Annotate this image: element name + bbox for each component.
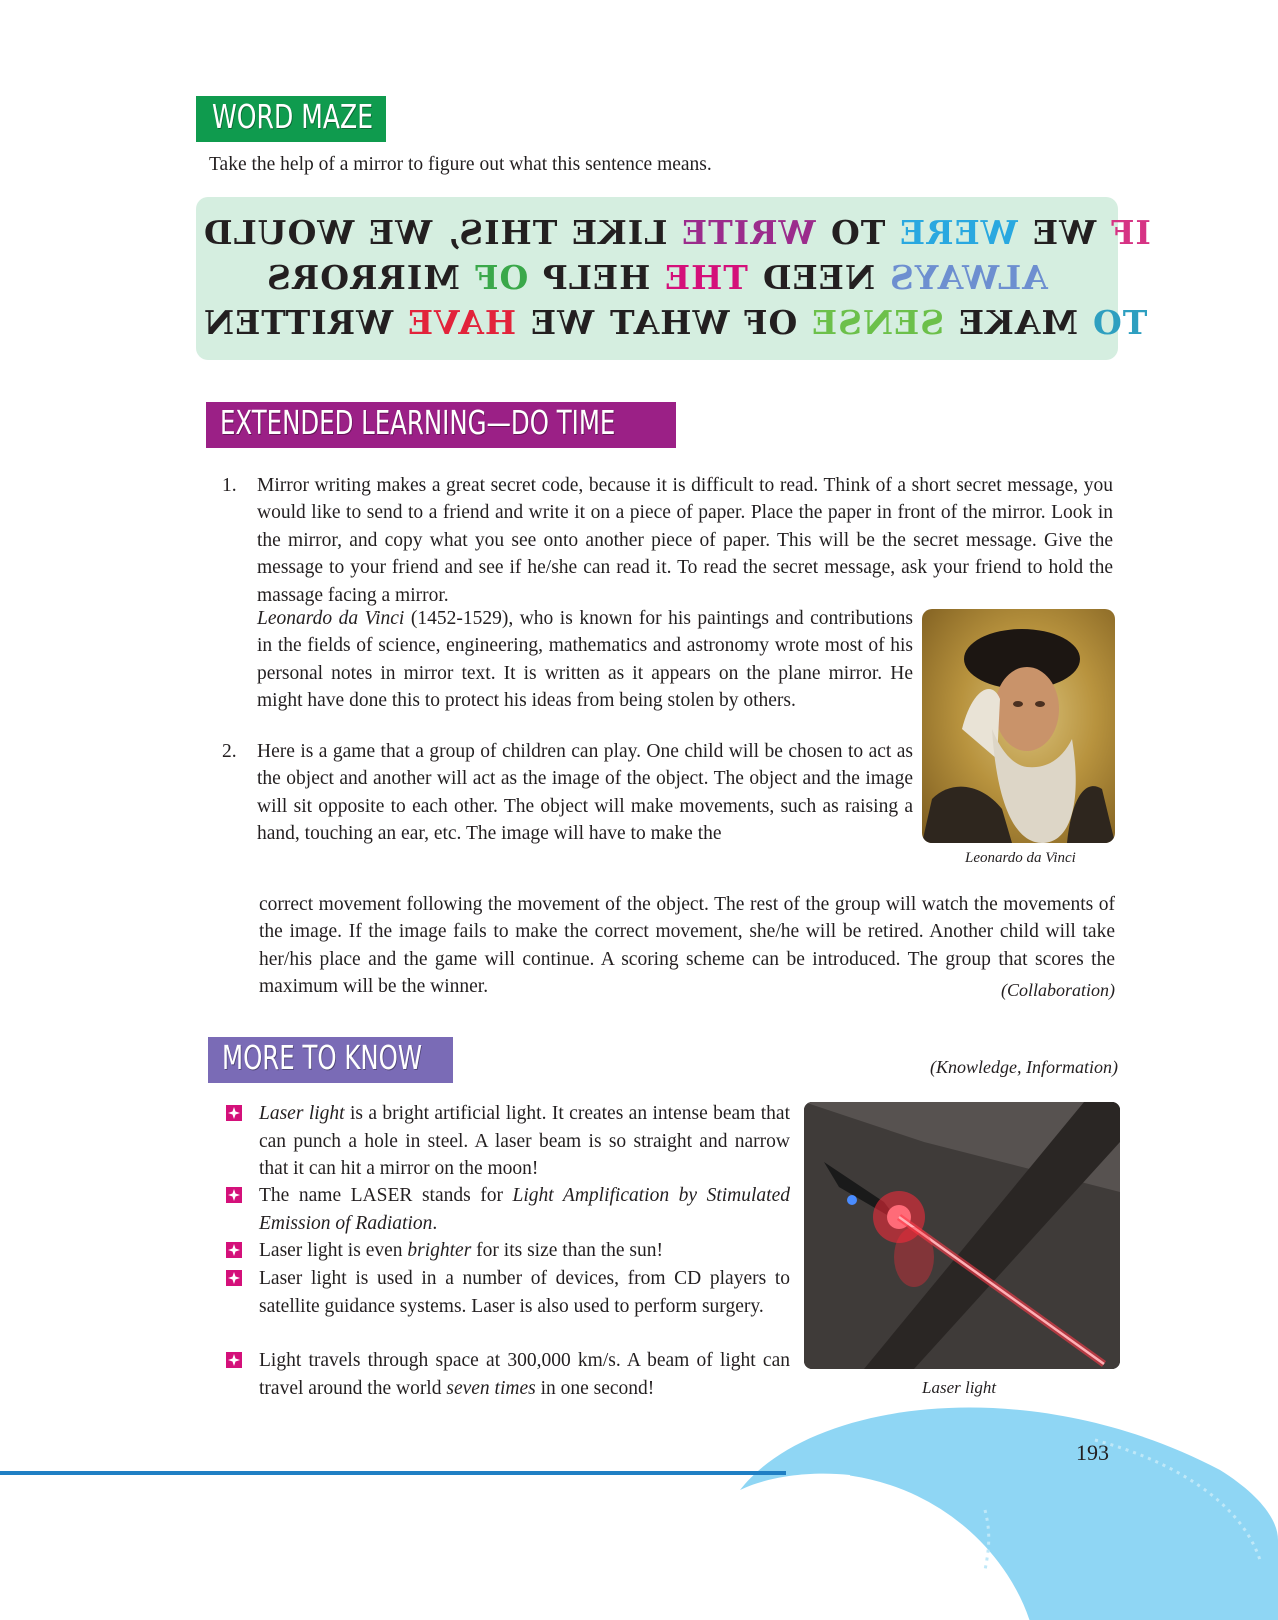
page-number: 193 xyxy=(1076,1440,1109,1465)
collaboration-tag: (Collaboration) xyxy=(1001,980,1116,1000)
maze-word-text: TO xyxy=(1092,303,1148,342)
bullet-icon xyxy=(226,1187,242,1203)
bullet-text-3 xyxy=(259,1237,790,1265)
leonardo-name: Leonardo da Vinci xyxy=(257,608,405,629)
decorative-wave xyxy=(700,1380,1278,1620)
maze-word xyxy=(1092,303,1147,342)
extended-title: EXTENDED LEARNING—DO TIME xyxy=(220,403,616,442)
bullet-text-4: Laser light is used in a number of devices, from CD players to satellite guidance systems. Laser is also used to perform surgery. xyxy=(259,1268,790,1317)
maze-line-1 xyxy=(196,213,1152,252)
maze-word-text: HELP xyxy=(541,258,651,297)
maze-word xyxy=(889,258,1048,297)
bullet-text-1 xyxy=(259,1100,790,1183)
maze-word xyxy=(743,303,797,342)
more-title: MORE TO KNOW xyxy=(222,1038,423,1077)
bullet-3-post: for its size than the sun! xyxy=(471,1240,664,1261)
word-maze-title: WORD MAZE xyxy=(212,97,374,136)
maze-word xyxy=(407,303,516,342)
maze-word-text: WOULD xyxy=(203,213,355,252)
maze-word xyxy=(571,213,667,252)
maze-word-text: THE xyxy=(664,258,749,297)
maze-word xyxy=(609,303,730,342)
maze-word-text: MAKE xyxy=(958,303,1079,342)
maze-word xyxy=(447,213,557,252)
leonardo-text: (1452-1529), who is known for his paintings and contributions in the fields of science, engineering, mathematics and astronomy wrote most of his personal notes in mirror text. It is written as it appears on the plane mirror. He might have done this to protect his ideas from being stolen by others. xyxy=(257,608,913,712)
bullet-5-post: in one second! xyxy=(535,1377,655,1399)
leonardo-paragraph xyxy=(257,605,913,715)
item-2-continuation: correct movement following the movement of the object. The rest of the group will watch the movements of the image. If the image fails to make the correct movement, she/he will be retired. Another child will take her/his place and the game will continue. A scoring scheme can be introduced. The group that scores the maximum will be the winner. xyxy=(259,894,1115,998)
item-2-text: Here is a game that a group of children can play. One child will be chosen to act as the object and another will act as the image of the object. The object and the image will sit opposite to each other. The object will make movements, such as raising a hand, touching an ear, etc. The image will have to make the xyxy=(257,741,913,845)
maze-word xyxy=(958,303,1078,342)
leonardo-portrait xyxy=(922,609,1115,843)
bullet-5-pre: Light travels through space at 300,000 km/s. A beam of light can travel around the world xyxy=(259,1350,790,1399)
bullet-1-rest: is a bright artificial light. It creates an intense beam that can punch a hole in steel. A laser beam is so straight and narrow that it can hit a mirror on the moon! xyxy=(259,1103,790,1180)
bullet-text-5 xyxy=(259,1347,790,1402)
footer-rule xyxy=(0,1471,786,1475)
maze-word-text: ALWAYS xyxy=(889,258,1049,297)
maze-word-text: WRITTEN xyxy=(203,303,394,342)
bullet-icon xyxy=(226,1270,242,1286)
maze-word-text: WE xyxy=(368,213,433,252)
maze-word-text: WHAT xyxy=(608,303,730,342)
maze-word xyxy=(1110,213,1151,252)
maze-line-2 xyxy=(196,258,1118,297)
maze-word xyxy=(899,213,1018,252)
maze-word xyxy=(830,213,885,252)
maze-word xyxy=(266,258,460,297)
bullet-text-2 xyxy=(259,1182,790,1237)
maze-word-text: WE xyxy=(1032,213,1097,252)
laser-photo xyxy=(804,1102,1120,1369)
maze-word xyxy=(681,213,816,252)
maze-word-text: OF xyxy=(743,303,798,342)
item-1-text: Mirror writing makes a great secret code, because it is difficult to read. Think of a short secret message, you would like to send to a friend and write it on a piece of paper. Place the paper in front of the mirror. Look in the mirror, and copy what you see onto another piece of paper. This will be the secret message. Give the message to your friend and see if he/she can read it. To read the secret message, ask your friend to hold the massage facing a mirror. xyxy=(257,475,1113,606)
item-2-number: 2. xyxy=(222,741,237,762)
maze-line-3 xyxy=(196,303,1148,342)
maze-word-text: MIRRORS xyxy=(265,258,460,297)
word-maze-box xyxy=(196,197,1152,360)
knowledge-tag: (Knowledge, Information) xyxy=(930,1057,1118,1077)
bullet-icon xyxy=(226,1242,242,1258)
bullet-icon xyxy=(226,1352,242,1368)
maze-word-text: WERE xyxy=(899,213,1019,252)
maze-word-text: IF xyxy=(1110,213,1152,252)
word-maze-instruction: Take the help of a mirror to figure out what this sentence means. xyxy=(209,154,712,175)
maze-word xyxy=(1032,213,1096,252)
laser-caption: Laser light xyxy=(922,1378,997,1397)
maze-word-text: TO xyxy=(830,213,886,252)
maze-word xyxy=(811,303,944,342)
maze-word-text: OF xyxy=(473,258,528,297)
maze-word xyxy=(203,213,354,252)
item-1-number: 1. xyxy=(222,475,237,496)
bullet-2-post: . xyxy=(432,1212,438,1234)
bullet-5-em: seven times xyxy=(446,1377,536,1399)
maze-word-text: SENSE xyxy=(811,303,945,342)
bullet-2-pre: The name LASER stands for xyxy=(259,1185,513,1206)
maze-word xyxy=(530,303,594,342)
maze-word xyxy=(203,303,393,342)
maze-word-text: WE xyxy=(530,303,595,342)
maze-word-text: WRITE xyxy=(681,213,817,252)
bullet-icon xyxy=(226,1105,242,1121)
maze-word-text: NEED xyxy=(762,258,876,297)
maze-word xyxy=(762,258,875,297)
maze-word xyxy=(664,258,748,297)
bullet-3-pre: Laser light is even xyxy=(259,1240,408,1261)
maze-word-text: LIKE xyxy=(570,213,668,252)
maze-word xyxy=(474,258,528,297)
maze-word xyxy=(368,213,432,252)
bullet-2-em: Light Amplification by Stimulated Emission of Radiation xyxy=(259,1185,790,1234)
maze-word xyxy=(542,258,650,297)
laser-light-em: Laser light xyxy=(259,1103,345,1124)
maze-word-text: HAVE xyxy=(407,303,517,342)
portrait-caption: Leonardo da Vinci xyxy=(965,850,1076,866)
bullet-3-em: brighter xyxy=(407,1240,472,1261)
maze-word-text: THIS, xyxy=(446,213,557,252)
